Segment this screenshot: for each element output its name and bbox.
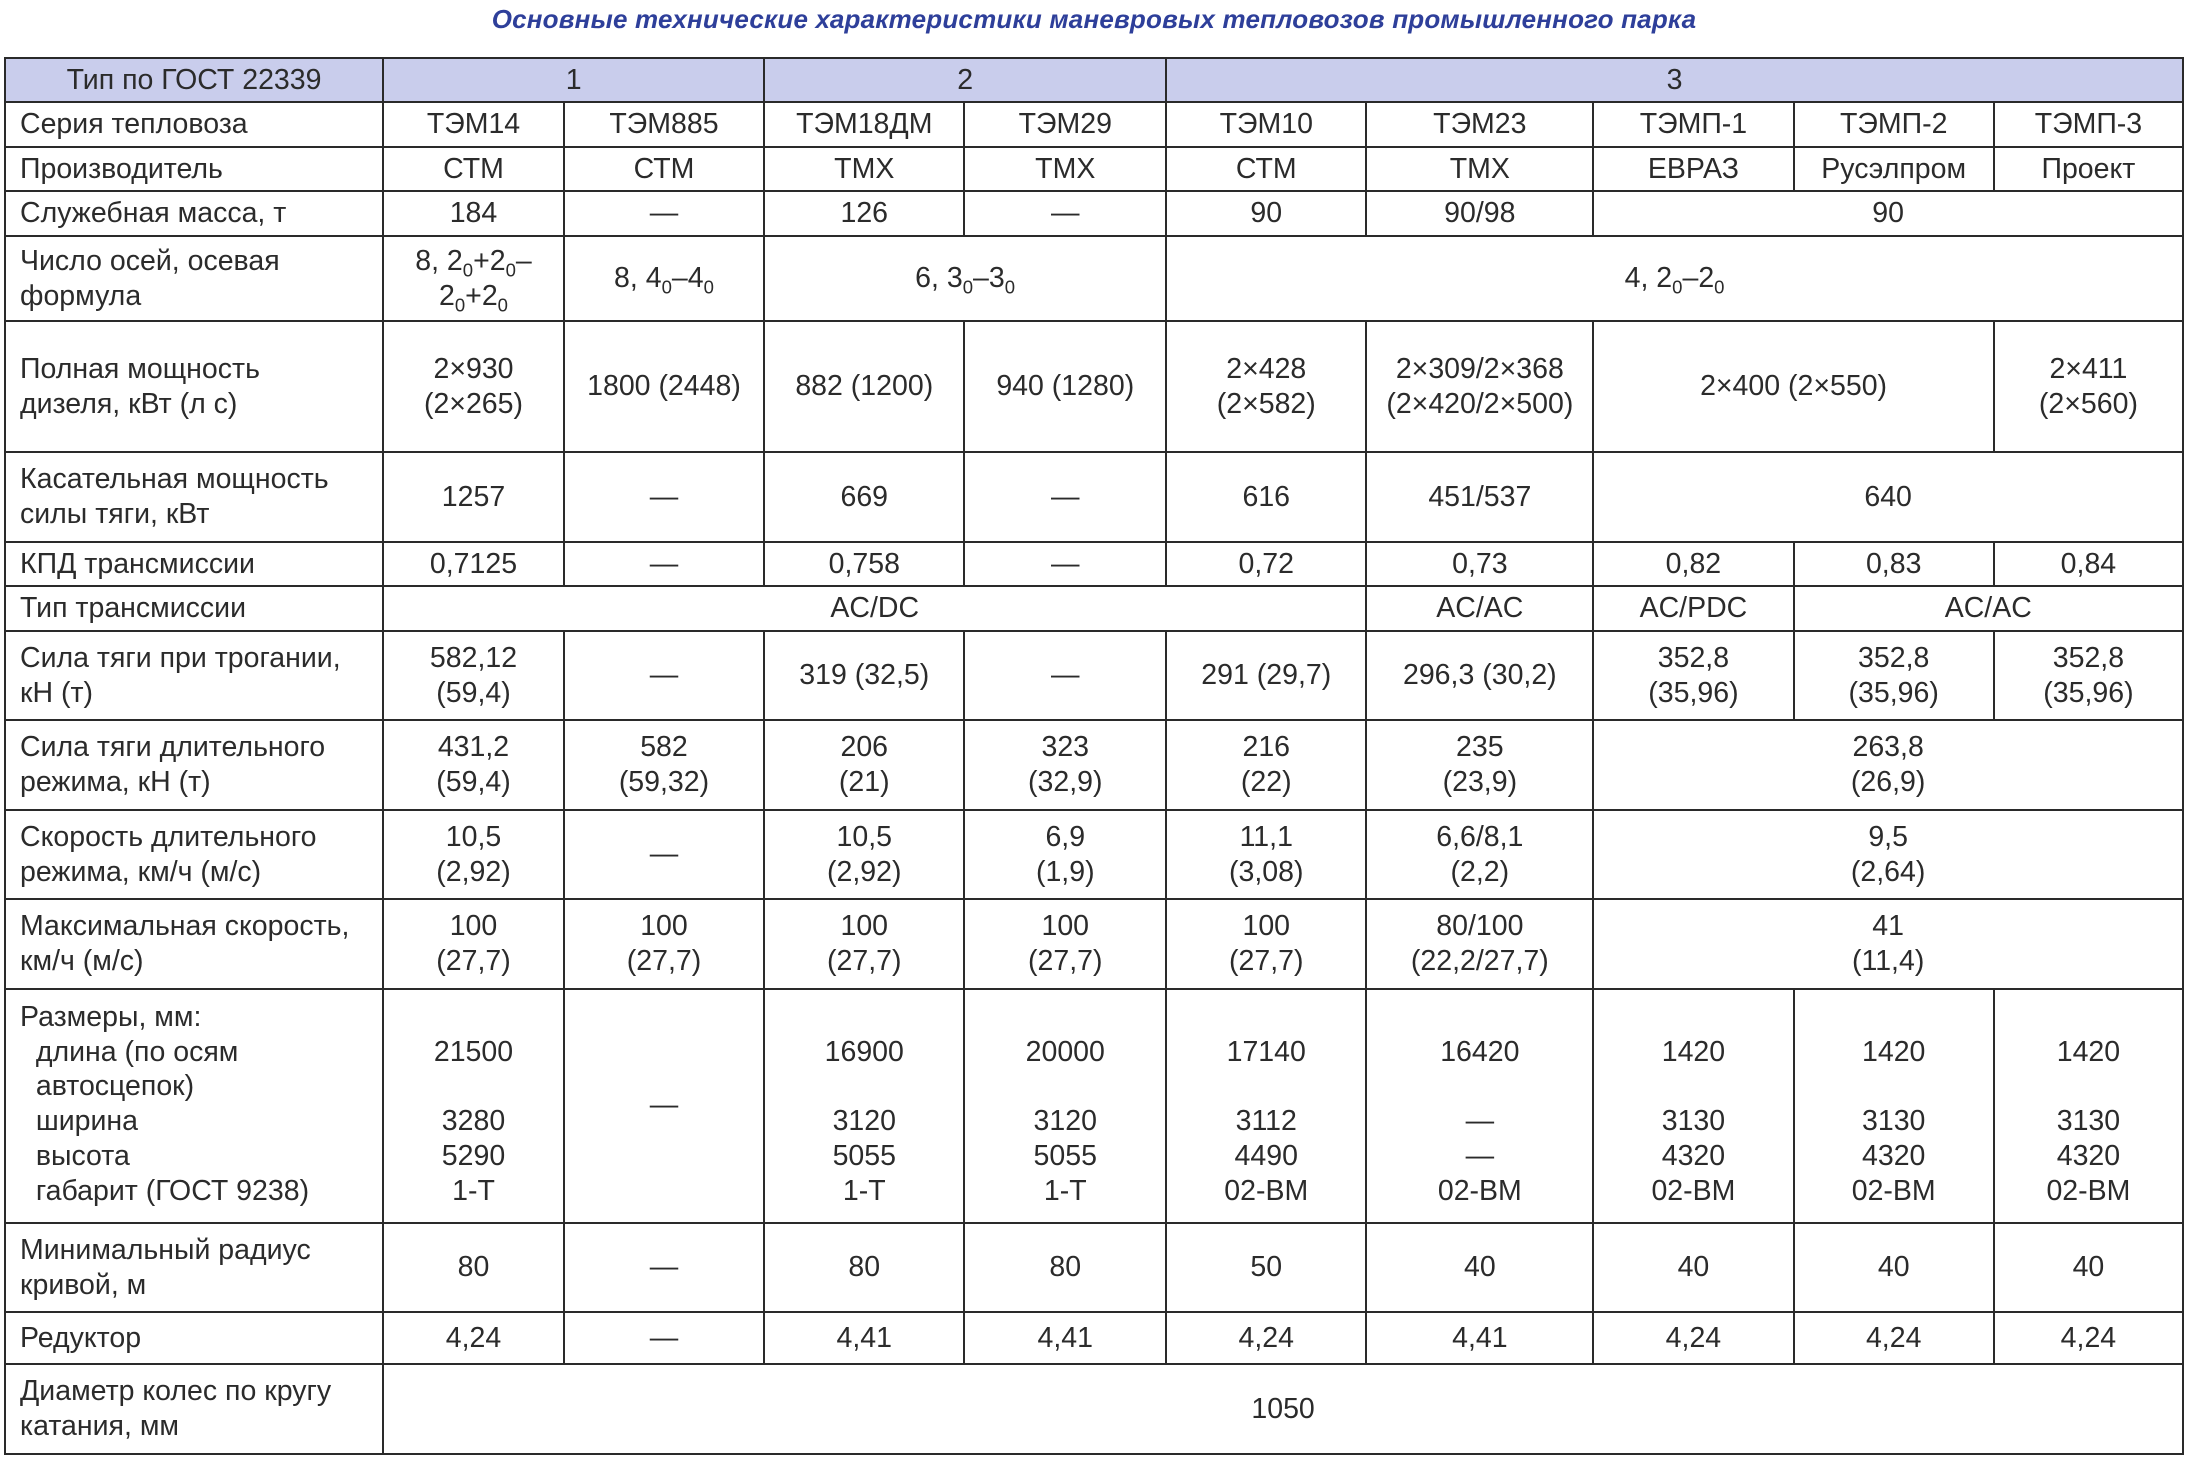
- row-label-continuous-speed: Скорость длительного режима, км/ч (м/с): [5, 810, 383, 899]
- table-cell: 216 (22): [1166, 720, 1366, 809]
- table-row-mass: [5, 191, 2183, 235]
- table-cell: 4,41: [764, 1312, 964, 1364]
- table-cell: AC/AC: [1366, 586, 1593, 630]
- table-cell: 582,12 (59,4): [383, 631, 564, 720]
- table-cell: 40: [1366, 1223, 1593, 1312]
- table-row-efficiency: [5, 542, 2183, 586]
- table-cell: AC/PDC: [1593, 586, 1793, 630]
- table-cell: 8, $2_0+2_0-$ $2_0+2_0$: [383, 236, 564, 321]
- table-cell: 206 (21): [764, 720, 964, 809]
- table-cell: 100 (27,7): [764, 899, 964, 988]
- gost-type-group-2: 2: [764, 58, 1166, 102]
- table-cell: 2×411 (2×560): [1994, 321, 2183, 452]
- table-cell: 4,41: [964, 1312, 1166, 1364]
- table-cell: 6,9 (1,9): [964, 810, 1166, 899]
- table-row-maker: [5, 147, 2183, 191]
- table-cell: 1420 3130 4320 02-ВМ: [1593, 989, 1793, 1223]
- table-cell: 2×930 (2×265): [383, 321, 564, 452]
- table-cell: 4, $2_0-2_0$: [1166, 236, 2183, 321]
- table-row-continuous-speed: [5, 810, 2183, 899]
- table-cell: —: [564, 631, 764, 720]
- table-cell: —: [964, 542, 1166, 586]
- table-cell: СТМ: [1166, 147, 1366, 191]
- table-cell: ТЭМ885: [564, 102, 764, 146]
- table-cell: 90: [1593, 191, 2183, 235]
- table-cell: 100 (27,7): [564, 899, 764, 988]
- table-cell: 296,3 (30,2): [1366, 631, 1593, 720]
- table-row-axles: [5, 236, 2183, 321]
- row-label-axles: Число осей, осевая формула: [5, 236, 383, 321]
- table-cell: 6,6/8,1 (2,2): [1366, 810, 1593, 899]
- row-label-continuous-force: Сила тяги длительного режима, кН (т): [5, 720, 383, 809]
- row-label-gearbox: Редуктор: [5, 1312, 383, 1364]
- table-cell: 940 (1280): [964, 321, 1166, 452]
- row-label-dimensions: Размеры, мм: длина (по осям автосцепок) ширина высота габарит (ГОСТ 9238): [5, 989, 383, 1223]
- table-row-series: [5, 102, 2183, 146]
- table-cell: 90: [1166, 191, 1366, 235]
- table-cell: 1257: [383, 452, 564, 541]
- table-cell: 4,24: [1794, 1312, 1994, 1364]
- table-cell: ТМХ: [1366, 147, 1593, 191]
- table-cell: 11,1 (3,08): [1166, 810, 1366, 899]
- table-cell: —: [964, 452, 1166, 541]
- table-cell: 80: [764, 1223, 964, 1312]
- row-label-wheel-diameter: Диаметр колес по кругу катания, мм: [5, 1364, 383, 1454]
- table-cell: 1800 (2448): [564, 321, 764, 452]
- table-cell: 0,83: [1794, 542, 1994, 586]
- table-cell: 4,24: [1593, 1312, 1793, 1364]
- table-cell: 319 (32,5): [764, 631, 964, 720]
- table-cell: 10,5 (2,92): [764, 810, 964, 899]
- table-cell: 0,7125: [383, 542, 564, 586]
- table-cell: 431,2 (59,4): [383, 720, 564, 809]
- table-cell: ТЭМ23: [1366, 102, 1593, 146]
- table-cell: ТЭМ18ДМ: [764, 102, 964, 146]
- table-cell: ТЭМ10: [1166, 102, 1366, 146]
- table-cell: СТМ: [564, 147, 764, 191]
- row-label-maker: Производитель: [5, 147, 383, 191]
- table-cell: 100 (27,7): [383, 899, 564, 988]
- table-title: Основные технические характеристики маневровых тепловозов промышленного парка: [491, 4, 1697, 34]
- table-cell: 0,84: [1994, 542, 2183, 586]
- table-row-start-force: [5, 631, 2183, 720]
- table-cell: 4,24: [383, 1312, 564, 1364]
- table-cell: ТЭМ14: [383, 102, 564, 146]
- table-cell: 291 (29,7): [1166, 631, 1366, 720]
- table-row-min-radius: [5, 1223, 2183, 1312]
- table-cell: 10,5 (2,92): [383, 810, 564, 899]
- row-label-efficiency: КПД трансмиссии: [5, 542, 383, 586]
- table-cell: 100 (27,7): [1166, 899, 1366, 988]
- table-cell: 126: [764, 191, 964, 235]
- table-cell: 20000 3120 5055 1-Т: [964, 989, 1166, 1223]
- table-cell: 21500 3280 5290 1-Т: [383, 989, 564, 1223]
- table-cell: 616: [1166, 452, 1366, 541]
- row-label-tractive-power: Касательная мощность силы тяги, кВт: [5, 452, 383, 541]
- table-cell: ТЭМП-2: [1794, 102, 1994, 146]
- table-cell: —: [564, 452, 764, 541]
- table-cell: 80: [383, 1223, 564, 1312]
- table-cell: 669: [764, 452, 964, 541]
- table-row-max-speed: [5, 899, 2183, 988]
- table-cell: 40: [1593, 1223, 1793, 1312]
- table-cell: 0,72: [1166, 542, 1366, 586]
- table-cell: 582 (59,32): [564, 720, 764, 809]
- table-row-dimensions: [5, 989, 2183, 1223]
- table-cell: 16900 3120 5055 1-Т: [764, 989, 964, 1223]
- table-cell: Русэлпром: [1794, 147, 1994, 191]
- table-cell: —: [964, 191, 1166, 235]
- table-cell: —: [564, 191, 764, 235]
- table-cell: ЕВРАЗ: [1593, 147, 1793, 191]
- table-row-continuous-force: [5, 720, 2183, 809]
- table-cell: СТМ: [383, 147, 564, 191]
- row-label-gost-type: Тип по ГОСТ 22339: [5, 58, 383, 102]
- table-cell: —: [964, 631, 1166, 720]
- table-cell: 352,8 (35,96): [1794, 631, 1994, 720]
- table-cell: 1420 3130 4320 02-ВМ: [1994, 989, 2183, 1223]
- table-cell: 263,8 (26,9): [1593, 720, 2183, 809]
- table-row-gearbox: [5, 1312, 2183, 1364]
- table-cell: —: [564, 810, 764, 899]
- table-cell: 17140 3112 4490 02-ВМ: [1166, 989, 1366, 1223]
- gost-type-group-1: 1: [383, 58, 764, 102]
- table-row-tractive-power: [5, 452, 2183, 541]
- table-cell: 50: [1166, 1223, 1366, 1312]
- table-cell: 2×400 (2×550): [1593, 321, 1994, 452]
- row-label-transmission: Тип трансмиссии: [5, 586, 383, 630]
- table-cell: 882 (1200): [764, 321, 964, 452]
- table-cell: 1050: [383, 1364, 2183, 1454]
- table-cell: —: [564, 1312, 764, 1364]
- table-cell: 80/100 (22,2/27,7): [1366, 899, 1593, 988]
- table-cell: 8, $4_0-4_0$: [564, 236, 764, 321]
- table-cell: 2×428 (2×582): [1166, 321, 1366, 452]
- table-cell: 4,41: [1366, 1312, 1593, 1364]
- table-cell: —: [564, 989, 764, 1223]
- table-cell: Проект: [1994, 147, 2183, 191]
- table-cell: 100 (27,7): [964, 899, 1166, 988]
- row-label-start-force: Сила тяги при трогании, кН (т): [5, 631, 383, 720]
- table-cell: 40: [1994, 1223, 2183, 1312]
- table-cell: ТМХ: [764, 147, 964, 191]
- table-cell: AC/DC: [383, 586, 1366, 630]
- row-label-mass: Служебная масса, т: [5, 191, 383, 235]
- row-label-diesel-power: Полная мощность дизеля, кВт (л с): [5, 321, 383, 452]
- table-cell: 16420 — — 02-ВМ: [1366, 989, 1593, 1223]
- table-cell: 90/98: [1366, 191, 1593, 235]
- specs-table: [4, 57, 2184, 1455]
- table-cell: 9,5 (2,64): [1593, 810, 2183, 899]
- table-cell: 41 (11,4): [1593, 899, 2183, 988]
- row-label-min-radius: Минимальный радиус кривой, м: [5, 1223, 383, 1312]
- table-cell: 235 (23,9): [1366, 720, 1593, 809]
- table-cell: 0,73: [1366, 542, 1593, 586]
- table-row-diesel-power: [5, 321, 2183, 452]
- table-cell: 4,24: [1994, 1312, 2183, 1364]
- row-label-series: Серия тепловоза: [5, 102, 383, 146]
- table-cell: 1420 3130 4320 02-ВМ: [1794, 989, 1994, 1223]
- table-cell: AC/AC: [1794, 586, 2183, 630]
- gost-type-group-3: 3: [1166, 58, 2183, 102]
- table-cell: ТЭМ29: [964, 102, 1166, 146]
- table-cell: 352,8 (35,96): [1593, 631, 1793, 720]
- table-cell: 40: [1794, 1223, 1994, 1312]
- table-cell: ТМХ: [964, 147, 1166, 191]
- table-cell: 352,8 (35,96): [1994, 631, 2183, 720]
- table-cell: 4,24: [1166, 1312, 1366, 1364]
- table-cell: —: [564, 1223, 764, 1312]
- table-cell: 0,758: [764, 542, 964, 586]
- table-cell: 451/537: [1366, 452, 1593, 541]
- table-cell: 80: [964, 1223, 1166, 1312]
- table-row-transmission: [5, 586, 2183, 630]
- row-label-max-speed: Максимальная скорость, км/ч (м/с): [5, 899, 383, 988]
- table-cell: ТЭМП-3: [1994, 102, 2183, 146]
- table-cell: 6, $3_0-3_0$: [764, 236, 1166, 321]
- table-cell: 640: [1593, 452, 2183, 541]
- table-cell: ТЭМП-1: [1593, 102, 1793, 146]
- table-row-wheel-diameter: [5, 1364, 2183, 1454]
- table-cell: 0,82: [1593, 542, 1793, 586]
- table-cell: 2×309/2×368 (2×420/2×500): [1366, 321, 1593, 452]
- table-cell: 184: [383, 191, 564, 235]
- table-cell: —: [564, 542, 764, 586]
- table-row-gost-type: [5, 58, 2183, 102]
- table-cell: 323 (32,9): [964, 720, 1166, 809]
